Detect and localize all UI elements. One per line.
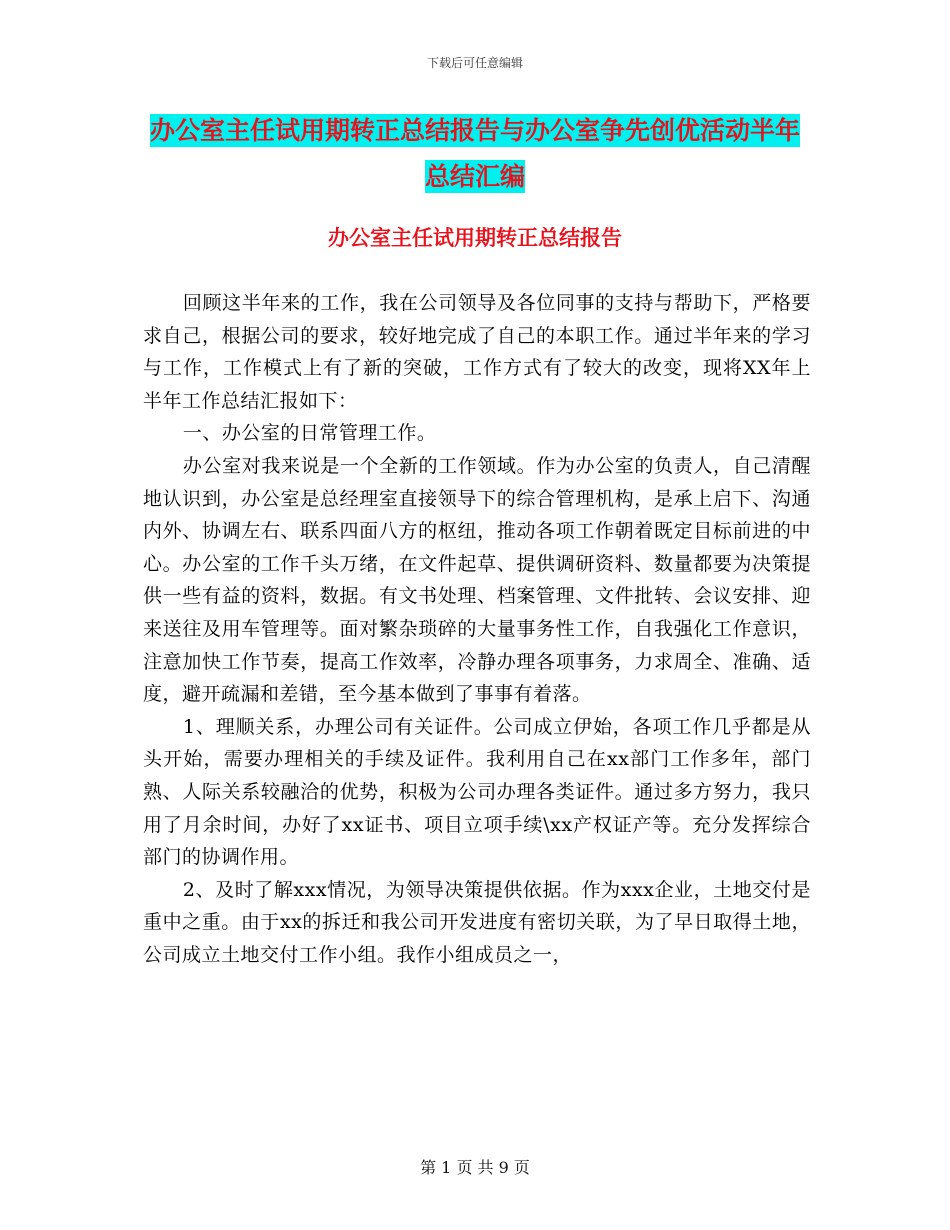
document-title-text: 办公室主任试用期转正总结报告与办公室争先创优活动半年总结汇编 [149,116,800,191]
paragraph-heading-1: 一、办公室的日常管理工作。 [182,422,437,445]
page-footer: 第 1 页 共 9 页 [420,1158,530,1177]
section-title: 办公室主任试用期转正总结报告 [328,226,622,250]
document-title [140,108,810,200]
paragraph-item-2: 2、及时了解xxx情况，为领导决策提供依据。作为xxx企业，土地交付是重中之重。由于xx的拆迁和我公司开发进度有密切关联，为了早日取得土地，公司成立土地交付工作小组。我作小组成员之一， [143,878,811,966]
paragraph-intro: 回顾这半年来的工作，我在公司领导及各位同事的支持与帮助下，严格要求自己，根据公司的要求，较好地完成了自己的本职工作。通过半年来的学习与工作，工作模式上有了新的突破，工作方式有了较大的改变，现将XX年上半年工作总结汇报如下： [143,292,811,412]
header-note: 下载后可任意编辑 [426,56,523,70]
paragraph-item-1: 1、理顺关系，办理公司有关证件。公司成立伊始，各项工作几乎都是从头开始，需要办理相关的手续及证件。我利用自己在xx部门工作多年，部门熟、人际关系较融洽的优势，积极为公司办理各类证件。通过多方努力，我只用了月余时间，办好了xx证书、项目立项手续\xx产权证产等。充分发挥综合部门的协调作用。 [143,715,811,869]
document-body [143,287,811,971]
paragraph-office-management: 办公室对我来说是一个全新的工作领域。作为办公室的负责人，自己清醒地认识到，办公室是总经理室直接领导下的综合管理机构，是承上启下、沟通内外、协调左右、联系四面八方的枢纽，推动各项工作朝着既定目标前进的中心。办公室的工作千头万绪，在文件起草、提供调研资料、数量都要为决策提供一些有益的资料，数据。有文书处理、档案管理、文件批转、会议安排、迎来送往及用车管理等。面对繁杂琐碎的大量事务性工作，自我强化工作意识，注意加快工作节奏，提高工作效率，冷静办理各项事务，力求周全、准确、适度，避开疏漏和差错，至今基本做到了事事有着落。 [143,454,811,706]
